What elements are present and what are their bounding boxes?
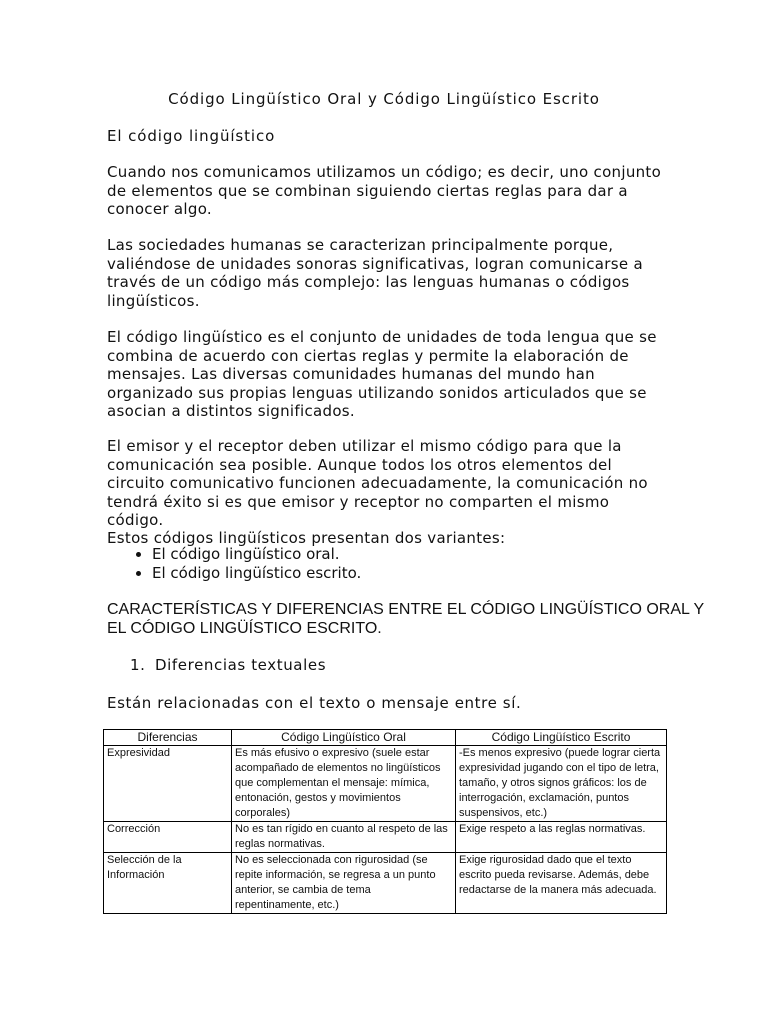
- table-cell: Exige rigurosidad dado que el texto escrito pueda revisarse. Además, debe redactarse de la manera más adecuada.: [456, 853, 667, 914]
- list-item: • El código lingüístico escrito.: [152, 564, 652, 583]
- table-cell: Es más efusivo o expresivo (suele estar acompañado de elementos no lingüísticos que complementan el mensaje: mímica, entonación, gestos y movimientos corporales): [232, 746, 456, 822]
- table-header: Código Lingüístico Oral: [232, 730, 456, 746]
- table-cell: No es tan rígido en cuanto al respeto de las reglas normativas.: [232, 822, 456, 853]
- paragraph-4: El emisor y el receptor deben utilizar el mismo código para que la comunicación sea posible. Aunque todos los otros elementos del circuito comunicativo funcionen adecuadamente, la comunicación no tendrá éxito si es que emisor y receptor no comparten el mismo código.: [107, 437, 648, 529]
- table-cell: Corrección: [104, 822, 232, 853]
- table-row: [104, 746, 667, 822]
- table-row: [104, 822, 667, 853]
- table-cell: -Es menos expresivo (puede lograr cierta expresividad jugando con el tipo de letra, tamaño, y otros signos gráficos: los de interrogación, exclamación, puntos suspensivos, etc.): [456, 746, 667, 822]
- list-item: • El código lingüístico oral.: [152, 545, 652, 564]
- item-number: 1.: [130, 656, 146, 674]
- paragraph-1: Cuando nos comunicamos utilizamos un código; es decir, uno conjunto de elementos que se combinan siguiendo ciertas reglas para dar a conocer algo.: [107, 163, 662, 218]
- numbered-item: [130, 656, 326, 674]
- paragraph-3: El código lingüístico es el conjunto de unidades de toda lengua que se combina de acuerdo con ciertas reglas y permite la elaboración de mensajes. Las diversas comunidades humanas del mundo han organizado sus propias lenguas utilizando sonidos articulados que se asocian a distintos significados.: [107, 328, 657, 420]
- table-cell: Exige respeto a las reglas normativas.: [456, 822, 667, 853]
- paragraph-5: Estos códigos lingüísticos presentan dos variantes:: [107, 529, 506, 547]
- table-header-row: [104, 730, 667, 746]
- table-row: [104, 853, 667, 914]
- table-cell: No es seleccionada con rigurosidad (se repite información, se regresa a un punto anterior, se cambia de tema repentinamente, etc.): [232, 853, 456, 914]
- section-heading: El código lingüístico: [107, 127, 276, 145]
- table-intro: Están relacionadas con el texto o mensaje entre sí.: [107, 694, 522, 712]
- caps-heading: CARACTERÍSTICAS Y DIFERENCIAS ENTRE EL CÓDIGO LINGÜÍSTICO ORAL Y EL CÓDIGO LINGÜÍSTICO ESCRITO.: [107, 601, 704, 637]
- table-header: Diferencias: [104, 730, 232, 746]
- variants-list: [107, 545, 652, 582]
- table-cell: Selección de la Información: [104, 853, 232, 914]
- table-header: Código Lingüístico Escrito: [456, 730, 667, 746]
- table-cell: Expresividad: [104, 746, 232, 822]
- differences-table: [103, 729, 667, 914]
- paragraph-2: Las sociedades humanas se caracterizan principalmente porque, valiéndose de unidades sonoras significativas, logran comunicarse a través de un código más complejo: las lenguas humanas o códigos lingüísticos.: [107, 236, 643, 310]
- item-text: Diferencias textuales: [155, 656, 327, 674]
- page-title: Código Lingüístico Oral y Código Lingüístico Escrito: [168, 90, 600, 108]
